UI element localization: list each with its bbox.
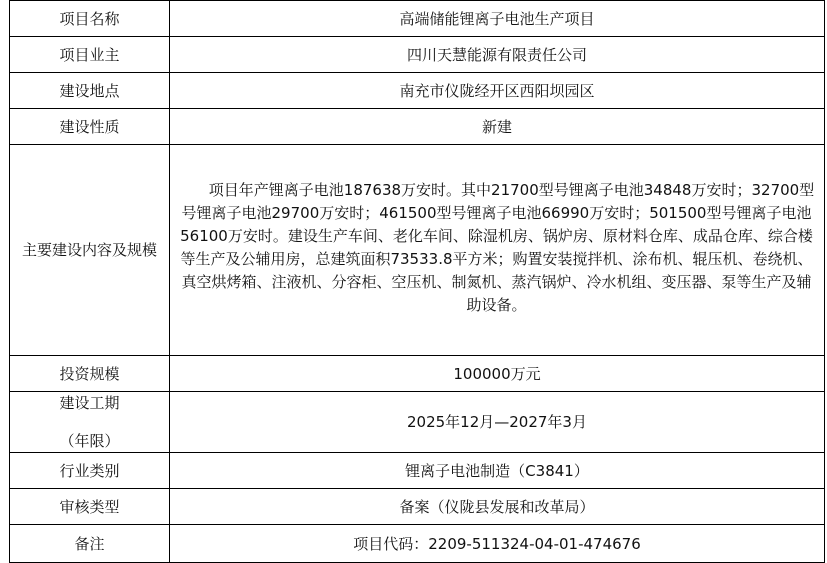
- label-remarks: 备注: [10, 525, 170, 563]
- project-info-table: [9, 0, 825, 563]
- table-row-period: [10, 392, 825, 453]
- label-location: 建设地点: [10, 73, 170, 109]
- value-industry: 锂离子电池制造（C3841）: [170, 453, 825, 489]
- label-review-type: 审核类型: [10, 489, 170, 525]
- label-main-content: 主要建设内容及规模: [10, 145, 170, 356]
- value-location: 南充市仪陇经开区西阳坝园区: [170, 73, 825, 109]
- value-nature: 新建: [170, 109, 825, 145]
- label-project-name: 项目名称: [10, 1, 170, 37]
- value-review-type: 备案（仪陇县发展和改革局）: [170, 489, 825, 525]
- table-row-location: [10, 73, 825, 109]
- label-period-cell: [10, 392, 170, 453]
- table-row-remarks: [10, 525, 825, 563]
- value-main-content-cell: [170, 145, 825, 356]
- table-row-project-name: [10, 1, 825, 37]
- value-period: 2025年12月—2027年3月: [170, 392, 825, 453]
- label-period: 建设工期: [59, 394, 120, 412]
- table-row-investment: [10, 356, 825, 392]
- table-row-main-content: [10, 145, 825, 356]
- label-period-unit: （年限）: [59, 432, 120, 450]
- label-investment: 投资规模: [10, 356, 170, 392]
- table-row-industry: [10, 453, 825, 489]
- value-main-content: 项目年产锂离子电池187638万安时。其中21700型号锂离子电池34848万安时；32700型号锂离子电池29700万安时；461500型号锂离子电池66990万安时；501500型号锂离子电池56100万安时。建设生产车间、老化车间、除湿机房、锅炉房、原材料仓库、成品仓库、综合楼等生产及公辅用房，总建筑面积73533.8平方米；购置安装搅拌机、涂布机、辊压机、卷绕机、真空烘烤箱、注液机、分容柜、空压机、制氮机、蒸汽锅炉、冷水机组、变压器、泵等生产及辅助设备。: [180, 181, 815, 314]
- label-project-owner: 项目业主: [10, 37, 170, 73]
- label-industry: 行业类别: [10, 453, 170, 489]
- table-row-project-owner: [10, 37, 825, 73]
- value-project-owner: 四川天慧能源有限责任公司: [170, 37, 825, 73]
- value-remarks: 项目代码：2209-511324-04-01-474676: [170, 525, 825, 563]
- table-row-nature: [10, 109, 825, 145]
- label-nature: 建设性质: [10, 109, 170, 145]
- table-row-review-type: [10, 489, 825, 525]
- value-investment: 100000万元: [170, 356, 825, 392]
- value-project-name: 高端储能锂离子电池生产项目: [170, 1, 825, 37]
